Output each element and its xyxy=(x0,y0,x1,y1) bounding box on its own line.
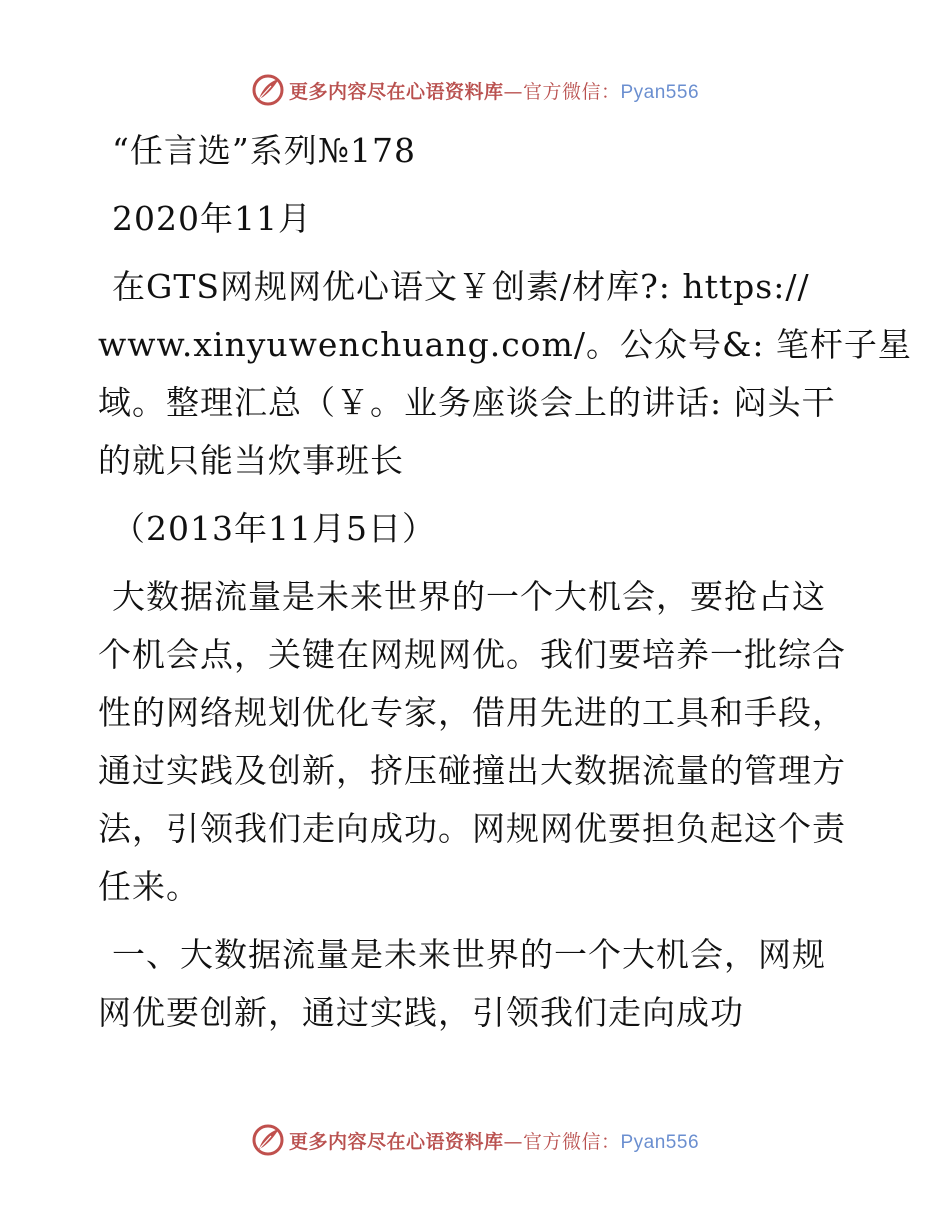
intro-line: 的就只能当炊事班长 xyxy=(98,441,404,480)
intro-block xyxy=(98,258,912,490)
watermark-wechat-id: Pyan556 xyxy=(620,1131,700,1153)
header-watermark xyxy=(0,68,950,112)
section-heading-line: 网优要创新，通过实践，引领我们走向成功 xyxy=(98,993,744,1032)
watermark-main-text: 更多内容尽在心语资料库 xyxy=(288,1130,504,1153)
watermark-wechat-label: 官方微信： xyxy=(522,1130,621,1153)
paragraph-line: 法，引领我们走向成功。网规网优要担负起这个责 xyxy=(98,809,846,848)
document-body xyxy=(98,122,912,1042)
intro-line: www.xinyuwenchuang.com/。公众号&: 笔杆子星 xyxy=(98,325,912,364)
intro-line: 域。整理汇总（￥。业务座谈会上的讲话: 闷头干 xyxy=(98,383,836,422)
watermark-dash: — xyxy=(503,1130,523,1153)
body-paragraph xyxy=(98,568,858,916)
watermark-dash: — xyxy=(503,80,523,103)
speech-date: （2013年11月5日） xyxy=(112,509,436,548)
watermark-wechat-label: 官方微信： xyxy=(522,80,621,103)
paragraph-line: 大数据流量是未来世界的一个大机会，要抢占这 xyxy=(112,577,826,616)
paragraph-line: 个机会点，关键在网规网优。我们要培养一批综合 xyxy=(98,635,846,674)
section-heading xyxy=(98,926,858,1042)
watermark-main-text: 更多内容尽在心语资料库 xyxy=(288,80,504,103)
section-heading-line: 一、大数据流量是未来世界的一个大机会，网规 xyxy=(112,935,826,974)
feather-pen-logo-icon xyxy=(251,73,285,107)
paragraph-line: 性的网络规划优化专家，借用先进的工具和手段， xyxy=(98,693,846,732)
watermark-wechat-id: Pyan556 xyxy=(620,81,700,103)
feather-pen-logo-icon xyxy=(251,1123,285,1157)
footer-watermark xyxy=(0,1118,950,1162)
paragraph-line: 任来。 xyxy=(98,867,200,906)
series-title: “任言选”系列№178 xyxy=(112,131,416,170)
intro-line: 在GTS网规网优心语文￥创素/材库?: https:// xyxy=(112,267,810,306)
paragraph-line: 通过实践及创新，挤压碰撞出大数据流量的管理方 xyxy=(98,751,846,790)
document-date: 2020年11月 xyxy=(112,199,312,238)
